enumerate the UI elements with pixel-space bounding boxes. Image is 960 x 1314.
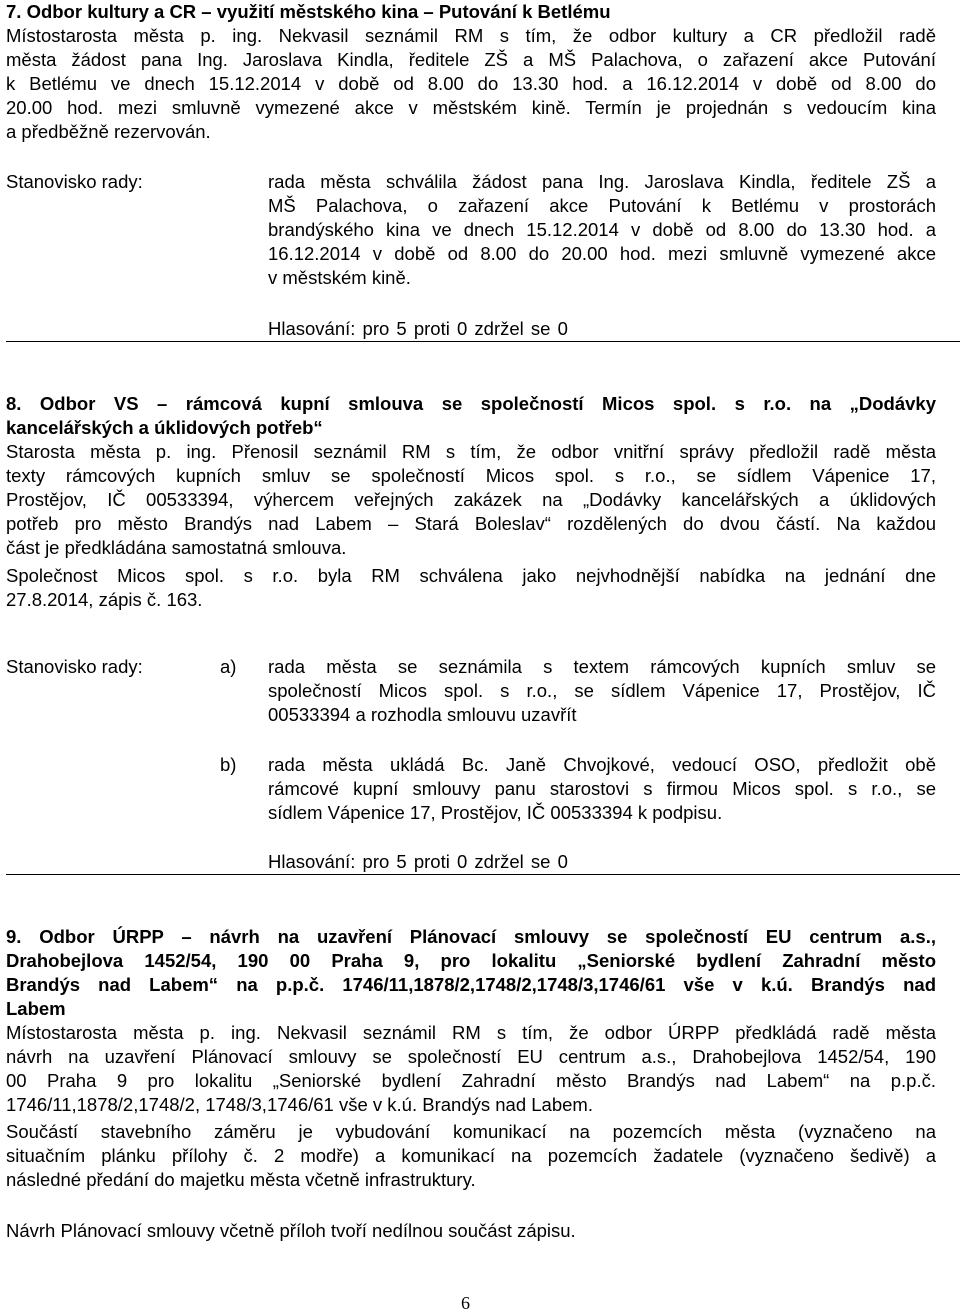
section-7-body-line: k Betlému ve dnech 15.12.2014 v době od 8.00 do 13.30 hod. a 16.12.2014 v době od 8.00 do bbox=[6, 73, 936, 94]
section-8-body-line: Prostějov, IČ 00533394, výhercem veřejných zakázek na „Dodávky kancelářských a úklidových bbox=[6, 489, 936, 510]
section-8-body-line: texty rámcových kupních smluv se společností Micos spol. s r.o., se sídlem Vápenice 17, bbox=[6, 465, 936, 486]
section-8-body-line: část je předkládána samostatná smlouva. bbox=[6, 537, 347, 558]
section-9-body-line: následné předání do majetku města včetně infrastruktury. bbox=[6, 1169, 476, 1190]
section-7-body-line: Místostarosta města p. ing. Nekvasil seznámil RM s tím, že odbor kultury a CR předložil radě bbox=[6, 25, 936, 46]
section-9-body-line: 1746/11,1878/2,1748/2, 1748/3,1746/61 vše v k.ú. Brandýs nad Labem. bbox=[6, 1094, 593, 1115]
page-number: 6 bbox=[461, 1293, 470, 1313]
item-a-marker: a) bbox=[220, 656, 237, 677]
section-8-vote: Hlasování: pro 5 proti 0 zdržel se 0 bbox=[268, 851, 568, 872]
section-7-vote: Hlasování: pro 5 proti 0 zdržel se 0 bbox=[268, 318, 568, 339]
section-8-opinion-label: Stanovisko rady: bbox=[6, 656, 143, 677]
section-7-opinion-line: 16.12.2014 v době od 8.00 do 20.00 hod. mezi smluvně vymezené akce bbox=[268, 243, 936, 264]
section-9-body-line: situačním plánku přílohy č. 2 modře) a komunikací na pozemcích žadatele (vyznačeno šedivě) a bbox=[6, 1145, 936, 1166]
section-8-item-a-line: rada města se seznámila s textem rámcových kupních smluv se bbox=[268, 656, 936, 677]
section-7-body-line: města žádost pana Ing. Jaroslava Kindla, ředitele ZŠ a MŠ Palachova, o zařazení akce Putování bbox=[6, 49, 936, 70]
divider bbox=[6, 341, 960, 342]
section-7-title: 7. Odbor kultury a CR – využití městského kina – Putování k Betlému bbox=[6, 1, 611, 22]
section-7-body-line: 20.00 hod. mezi smluvně vymezené akce v městském kině. Termín je projednán s vedoucím kina bbox=[6, 97, 936, 118]
section-8-item-b-line: rámcové kupní smlouvy panu starostovi s firmou Micos spol. s r.o., se bbox=[268, 778, 936, 799]
section-7-opinion-label: Stanovisko rady: bbox=[6, 171, 143, 192]
section-7-opinion-line: v městském kině. bbox=[268, 267, 411, 288]
divider bbox=[6, 874, 960, 875]
section-8-item-b-line: rada města ukládá Bc. Janě Chvojkové, vedoucí OSO, předložit obě bbox=[268, 754, 936, 775]
section-9-title: Labem bbox=[6, 998, 66, 1019]
section-8-title: 8. Odbor VS – rámcová kupní smlouva se společností Micos spol. s r.o. na „Dodávky bbox=[6, 393, 936, 414]
item-b-marker: b) bbox=[220, 754, 237, 775]
section-9-body-line: návrh na uzavření Plánovací smlouvy se společností EU centrum a.s., Drahobejlova 1452/54, 190 bbox=[6, 1046, 936, 1067]
section-9-body-line: Součástí stavebního záměru je vybudování komunikací na pozemcích města (vyznačeno na bbox=[6, 1121, 936, 1142]
section-8-item-b-line: sídlem Vápenice 17, Prostějov, IČ 00533394 k podpisu. bbox=[268, 802, 723, 823]
section-7-body-line: a předběžně rezervován. bbox=[6, 121, 211, 142]
section-7-opinion-line: MŠ Palachova, o zařazení akce Putování k Betlému v prostorách bbox=[268, 195, 936, 216]
section-8-body-line: potřeb pro město Brandýs nad Labem – Stará Boleslav“ rozdělených do dvou částí. Na každou bbox=[6, 513, 936, 534]
section-9-body-line: Návrh Plánovací smlouvy včetně příloh tvoří nedílnou součást zápisu. bbox=[6, 1220, 576, 1241]
section-8-body-line: 27.8.2014, zápis č. 163. bbox=[6, 589, 203, 610]
section-9-title: Drahobejlova 1452/54, 190 00 Praha 9, pro lokalitu „Seniorské bydlení Zahradní město bbox=[6, 950, 936, 971]
section-8-title: kancelářských a úklidových potřeb“ bbox=[6, 417, 323, 438]
section-8-item-a-line: 00533394 a rozhodla smlouvu uzavřít bbox=[268, 704, 577, 725]
section-9-body-line: Místostarosta města p. ing. Nekvasil seznámil RM s tím, že odbor ÚRPP předkládá radě města bbox=[6, 1022, 936, 1043]
section-7-opinion-line: rada města schválila žádost pana Ing. Jaroslava Kindla, ředitele ZŠ a bbox=[268, 171, 936, 192]
section-9-title: 9. Odbor ÚRPP – návrh na uzavření Plánovací smlouvy se společností EU centrum a.s., bbox=[6, 926, 936, 947]
section-8-body-line: Společnost Micos spol. s r.o. byla RM schválena jako nejvhodnější nabídka na jednání dne bbox=[6, 565, 936, 586]
section-9-body-line: 00 Praha 9 pro lokalitu „Seniorské bydlení Zahradní město Brandýs nad Labem“ na p.p.č. bbox=[6, 1070, 936, 1091]
section-9-title: Brandýs nad Labem“ na p.p.č. 1746/11,1878/2,1748/2,1748/3,1746/61 vše v k.ú. Brandýs nad bbox=[6, 974, 936, 995]
section-8-body-line: Starosta města p. ing. Přenosil seznámil RM s tím, že odbor vnitřní správy předložil radě města bbox=[6, 441, 936, 462]
section-8-item-a-line: společností Micos spol. s r.o., se sídlem Vápenice 17, Prostějov, IČ bbox=[268, 680, 936, 701]
section-7-opinion-line: brandýského kina ve dnech 15.12.2014 v době od 8.00 do 13.30 hod. a bbox=[268, 219, 936, 240]
